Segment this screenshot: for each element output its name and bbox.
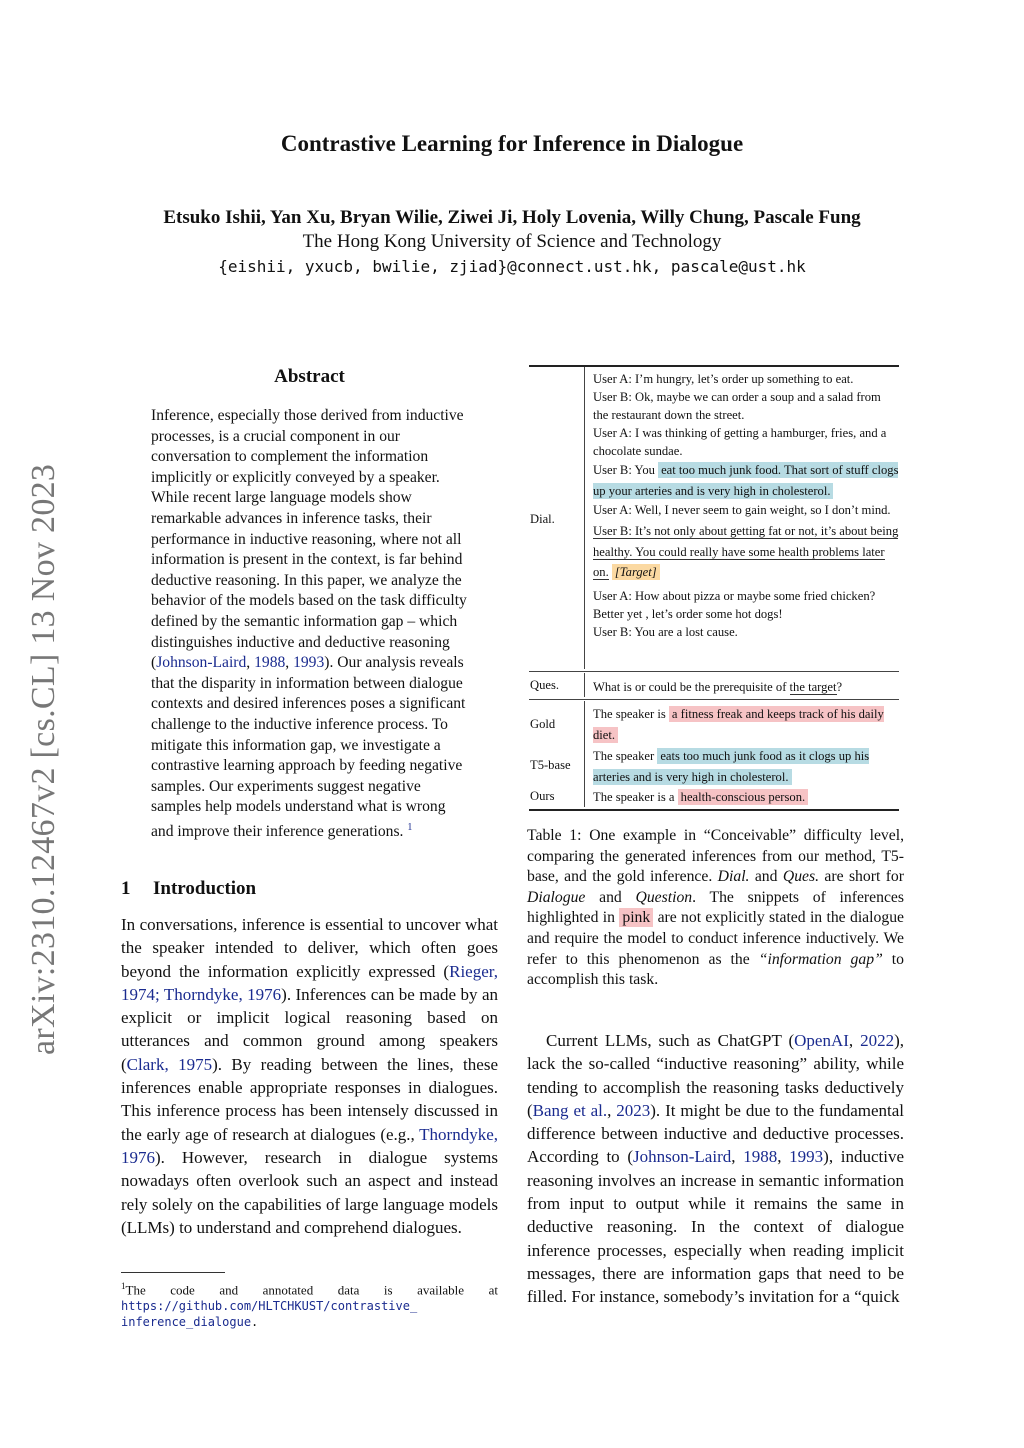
t5-cell bbox=[593, 746, 899, 787]
body-text: Current LLMs, such as ChatGPT ( bbox=[546, 1031, 795, 1050]
body-text: , bbox=[607, 1100, 617, 1120]
body-paragraph-right bbox=[527, 1029, 904, 1309]
row-label-ours: Ours bbox=[530, 789, 555, 803]
intro-text-part: In conversations, inference is essential to uncover what the speaker intended to deliver, which often goes beyond the information explicitly expressed ( bbox=[121, 915, 498, 981]
dialogue-turn: User A: I’m hungry, let’s order up something to eat. bbox=[593, 372, 854, 386]
dialogue-turn: User B: Ok, maybe we can order a soup and a salad from the restaurant down the street. bbox=[593, 390, 881, 422]
footnote-url[interactable] bbox=[121, 1298, 498, 1330]
citation-link[interactable]: Bang et al. bbox=[532, 1100, 608, 1120]
footnote bbox=[121, 1278, 498, 1330]
abstract-text-part: Inference, especially those derived from inductive processes, is a crucial component in our conversation to complement the information implicitly or explicitly conveyed by a speaker. While recent large language models show remarkable advances in inference tasks, their performance in inductive reasoning, where not all information is present in the context, is far behind deductive reasoning. In this paper, we analyze the behavior of the models based on the task difficulty defined by the semantic information gap – which distinguishes inductive and deductive reasoning ( bbox=[151, 407, 467, 672]
dialogue-cell bbox=[593, 370, 899, 641]
row-label-gold: Gold bbox=[530, 717, 556, 731]
table-column-divider bbox=[584, 701, 585, 807]
body-text: ). It might be due to the fundamental difference between inductive and deductive processes. According to ( bbox=[527, 1100, 905, 1167]
highlight-blue: eats too much junk food as it clogs up his arteries and is very high in cholesterol. bbox=[593, 749, 870, 784]
caption-text: are short for bbox=[819, 868, 904, 886]
introduction-paragraph bbox=[121, 913, 498, 1239]
author-list: Etsuko Ishii, Yan Xu, Bryan Wilie, Ziwei Ji, Holy Lovenia, Willy Chung, Pascale Fung bbox=[163, 207, 861, 228]
question-text: What is or could be the prerequisite of bbox=[593, 680, 790, 694]
table-caption bbox=[527, 826, 904, 991]
citation-link[interactable]: Thorndyke, 1976 bbox=[121, 1124, 498, 1167]
abstract-heading: Abstract bbox=[274, 366, 345, 387]
body-text: ), lack the so-called “inductive reasoning” ability, while tending to accomplish the reasoning tasks deductively ( bbox=[527, 1031, 904, 1120]
footnote-end: . bbox=[251, 1315, 259, 1330]
caption-text: . The snippets of inferences highlighted in bbox=[527, 888, 904, 927]
gold-cell bbox=[593, 704, 899, 745]
footnote-line bbox=[121, 1278, 498, 1298]
citation-link[interactable]: OpenAI bbox=[794, 1031, 849, 1050]
caption-text: and bbox=[749, 868, 783, 886]
table-rule bbox=[529, 671, 899, 672]
intro-text-part: ). By reading between the lines, these inferences enable appropriate responses in dialogues. This inference process has been intensely discussed in the early age of research at dialogues (e.g., bbox=[121, 1054, 498, 1144]
citation-link[interactable]: 2022 bbox=[860, 1031, 895, 1050]
target-underlined-text: User B: It’s not only about getting fat or not, it’s about being healthy. You could really have some health problems later on. bbox=[593, 524, 899, 579]
section-title: Introduction bbox=[153, 878, 257, 899]
target-tag: [Target] bbox=[612, 564, 660, 580]
citation-link[interactable]: 1988 bbox=[254, 654, 286, 672]
intro-text-part: ). However, research in dialogue systems nowadays often overlook such an aspect and instead rely solely on the capabilities of large language models (LLMs) to understand and comprehend dialogues. bbox=[121, 1147, 498, 1237]
section-heading-introduction bbox=[121, 878, 256, 900]
footnote-url-part[interactable]: https://github.com/HLTCHKUST/contrastive_ bbox=[121, 1299, 418, 1314]
question-target: the target bbox=[789, 680, 837, 694]
citation-link[interactable]: Johnson-Laird bbox=[633, 1147, 732, 1167]
dialogue-turn-text: User B: You bbox=[593, 463, 655, 477]
dialogue-turn: User A: Well, I never seem to gain weight, so I don’t mind. bbox=[593, 503, 891, 517]
caption-text: are not explicitly stated in the dialogue and require the model to conduct inference inductively. We refer to this phenomenon as the bbox=[527, 909, 905, 968]
highlight-blue: eat too much junk food. That sort of stuff clogs up your arteries and is very high in cholesterol. bbox=[593, 463, 899, 498]
dialogue-turn bbox=[593, 460, 899, 501]
table-column-divider bbox=[584, 673, 585, 697]
caption-italic: Dial. bbox=[717, 868, 750, 886]
dialogue-turn: User B: You are a lost cause. bbox=[593, 624, 738, 639]
footnote-url-part[interactable]: inference_dialogue bbox=[121, 1315, 252, 1330]
footnote-rule bbox=[121, 1272, 225, 1273]
footnote-text: The code and annotated data is available at bbox=[125, 1282, 498, 1298]
footnote-marker[interactable]: 1 bbox=[407, 821, 413, 833]
table-column-divider bbox=[584, 367, 585, 669]
caption-pink-swatch: pink bbox=[619, 908, 653, 927]
dialogue-turn: User A: How about pizza or maybe some fried chicken? Better yet , let’s order some hot dogs! bbox=[593, 588, 876, 621]
caption-text: to accomplish this task. bbox=[527, 950, 905, 989]
dialogue-turn: User A: I was thinking of getting a hamburger, fries, and a chocolate sundae. bbox=[593, 426, 887, 458]
ours-cell bbox=[593, 787, 899, 808]
table-rule bbox=[529, 699, 899, 700]
gold-text: The speaker is bbox=[593, 707, 666, 721]
footnote-mark: 1 bbox=[121, 1281, 126, 1291]
citation-link[interactable]: Clark, 1975 bbox=[126, 1054, 213, 1074]
highlight-pink: a fitness freak and keeps track of his daily diet. bbox=[593, 707, 884, 742]
caption-italic: Dialogue bbox=[527, 888, 586, 906]
citation-link[interactable]: 2023 bbox=[616, 1100, 651, 1120]
citation-link[interactable]: Rieger, 1974; Thorndyke, 1976 bbox=[121, 961, 498, 1004]
question-cell bbox=[593, 678, 899, 696]
body-text: ), inductive reasoning involves an increase in semantic information from input to output while it remains the same in deductive reasoning. In the context of dialogue inference processes, especially when reading implicit messages, there are information gaps that need to be filled. For instance, somebody’s invitation for a “quick bbox=[527, 1147, 905, 1307]
body-text: , bbox=[777, 1147, 790, 1167]
citation-link[interactable]: 1988 bbox=[743, 1147, 778, 1167]
caption-italic: Ques. bbox=[782, 868, 820, 886]
caption-text: Table 1: One example in “Conceivable” difficulty level, comparing the generated inferences from our method, T5-base, and the gold inference. bbox=[527, 827, 904, 886]
caption-italic: “information gap” bbox=[758, 950, 883, 968]
body-text: , bbox=[848, 1031, 861, 1050]
row-label-question: Ques. bbox=[530, 678, 560, 692]
caption-text: and bbox=[585, 888, 636, 906]
citation-link[interactable]: 1993 bbox=[789, 1147, 824, 1167]
question-text: ? bbox=[836, 680, 843, 694]
paper-title: Contrastive Learning for Inference in Dialogue bbox=[280, 131, 744, 156]
table-bottom-rule bbox=[529, 809, 899, 811]
affiliation: The Hong Kong University of Science and Technology bbox=[302, 231, 722, 252]
highlight-pink: health-conscious person. bbox=[678, 789, 809, 805]
t5-text: The speaker bbox=[593, 749, 655, 763]
ours-text: The speaker is a bbox=[593, 790, 675, 804]
caption-italic: Question bbox=[635, 888, 693, 906]
abstract-text-part: ). Our analysis reveals that the disparity in information between dialogue contexts and desired inferences poses a significant challenge to the inductive inference process. To mitigate this information gap, we investigate a contrastive learning approach by feeding negative samples. Our experiments suggest negative samples help models understand what is wrong and improve their inference generations. bbox=[151, 654, 466, 841]
body-text: , bbox=[731, 1147, 744, 1167]
target-turn bbox=[593, 521, 899, 583]
citation-link[interactable]: 1993 bbox=[293, 654, 325, 672]
intro-text-part: ). Inferences can be made by an explicit or implicit logical reasoning based on utterances and common ground among speakers ( bbox=[121, 984, 499, 1074]
author-emails: {eishii, yxucb, bwilie, zjiad}@connect.ust.hk, pascale@ust.hk bbox=[218, 257, 806, 276]
citation-link[interactable]: Johnson-Laird bbox=[156, 654, 247, 672]
abstract-text: Inference, especially those derived from inductive processes, is a crucial component in our conversation to complement the information implicitly or explicitly conveyed by a speaker. While recent large language models show remarkable advances in inference tasks, their performance in inductive reasoning, where not all information is present in the context, is far behind deductive reasoning. In this paper, we analyze the behavior of the models based on the task difficulty defined by the semantic information gap – which distinguishes inductive and deductive reasoning (Johnson-Laird, 1988, 1993). Our analysis reveals that the disparity in information between dialogue contexts and desired inferences poses a significant challenge to the inductive inference process. To mitigate this information gap, we investigate a contrastive learning approach by feeding negative samples. Our experiments suggest negative samples help models understand what is wrong and improve their inference generations. $^1$ bbox=[151, 407, 467, 841]
row-label-dialogue: Dial. bbox=[530, 512, 555, 526]
row-label-t5: T5-base bbox=[530, 758, 571, 772]
section-number: 1 bbox=[121, 878, 131, 899]
arxiv-identifier: arXiv:2310.12467v2 [cs.CL] 13 Nov 2023 bbox=[25, 463, 62, 1055]
